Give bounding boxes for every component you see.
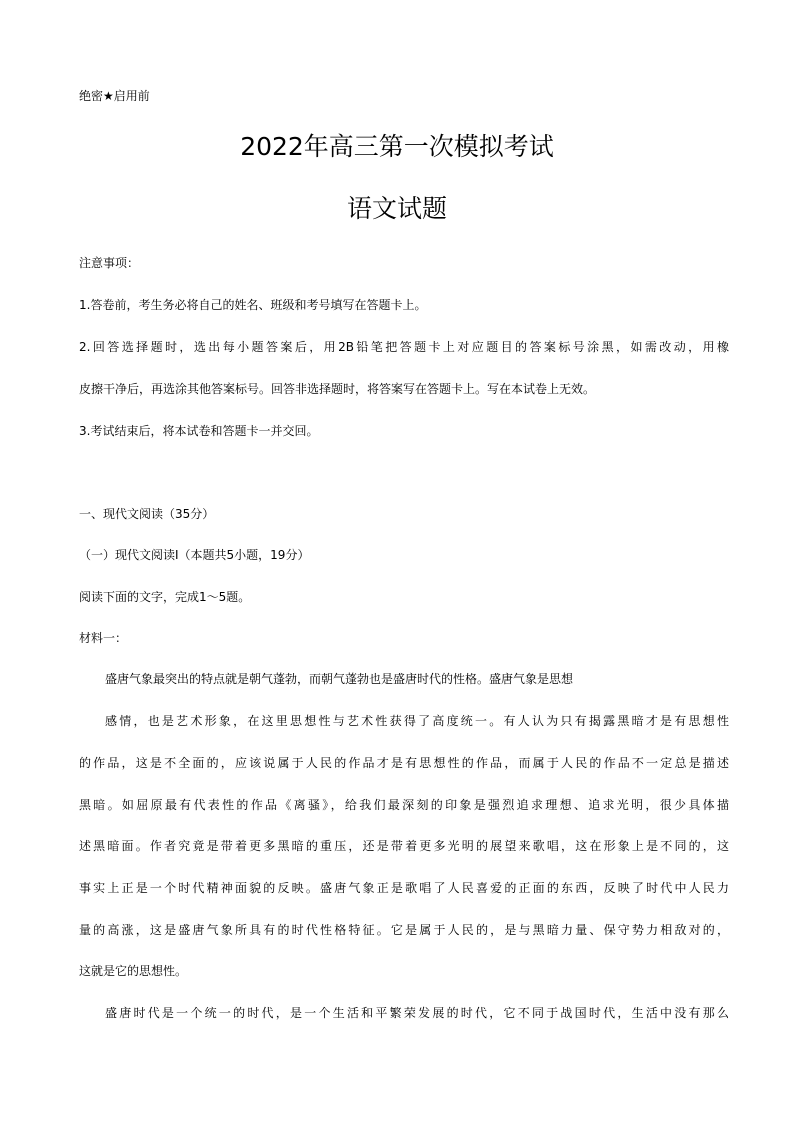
passage-line-7: 量的高涨，这是盛唐气象所具有的时代性格特征。它是属于人民的，是与黑暗力量、保守势力相敌对的， xyxy=(79,923,729,937)
passage-line-5: 述黑暗面。作者究竟是带着更多黑暗的重压，还是带着更多光明的展望来歌唱，这在形象上是不同的，这 xyxy=(79,839,729,853)
passage-line-2: 感情，也是艺术形象，在这里思想性与艺术性获得了高度统一。有人认为只有揭露黑暗才是有思想性 xyxy=(105,714,729,728)
notice-item-2-line-2: 皮擦干净后，再选涂其他答案标号。回答非选择题时，将答案写在答题卡上。写在本试卷上无效。 xyxy=(79,382,596,396)
section-subheading: （一）现代文阅读Ⅰ（本题共5小题，19分） xyxy=(79,548,310,562)
reading-instruction: 阅读下面的文字，完成1～5题。 xyxy=(79,590,251,604)
notice-item-2-line-1: 2.回答选择题时，选出每小题答案后，用2B铅笔把答题卡上对应题目的答案标号涂黑，如需改动，用橡 xyxy=(79,340,729,354)
passage-line-1: 盛唐气象最突出的特点就是朝气蓬勃，而朝气蓬勃也是盛唐时代的性格。盛唐气象是思想 xyxy=(105,672,574,686)
notice-item-1: 1.答卷前，考生务必将自己的姓名、班级和考号填写在答题卡上。 xyxy=(79,298,427,312)
notice-item-3: 3.考试结束后，将本试卷和答题卡一并交回。 xyxy=(79,424,319,438)
exam-subject: 语文试题 xyxy=(346,194,447,223)
exam-title: 2022年高三第一次模拟考试 xyxy=(240,132,554,161)
notice-heading: 注意事项： xyxy=(79,256,140,270)
section-heading: 一、现代文阅读（35分） xyxy=(79,507,215,521)
passage-line-3: 的作品，这是不全面的，应该说属于人民的作品才是有思想性的作品，而属于人民的作品不一定总是描述 xyxy=(79,756,729,770)
classification-label: 绝密★启用前 xyxy=(79,89,150,103)
passage-line-4: 黑暗。如屈原最有代表性的作品《离骚》，给我们最深刻的印象是强烈追求理想、追求光明，很少具体描 xyxy=(79,798,729,812)
passage-line-8: 这就是它的思想性。 xyxy=(79,964,188,978)
passage-line-9: 盛唐时代是一个统一的时代，是一个生活和平繁荣发展的时代，它不同于战国时代，生活中没有那么 xyxy=(105,1006,729,1020)
passage-line-6: 事实上正是一个时代精神面貌的反映。盛唐气象正是歌唱了人民喜爱的正面的东西，反映了时代中人民力 xyxy=(79,881,729,895)
material-label: 材料一： xyxy=(79,631,128,645)
